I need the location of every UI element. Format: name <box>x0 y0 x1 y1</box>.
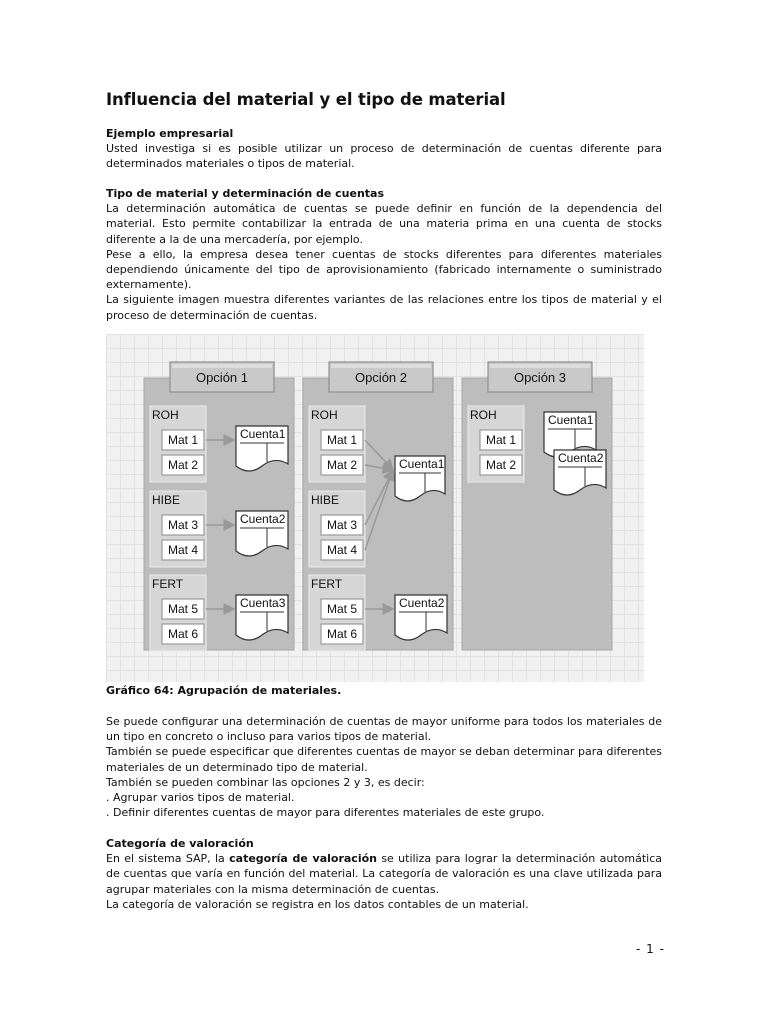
paragraph: También se puede especificar que diferentes cuentas de mayor se deban determinar para diferentes materiales de un determinado tipo de material. <box>106 745 662 774</box>
section-material-type <box>106 186 662 323</box>
material-type-label: HIBE <box>311 493 340 507</box>
account-document-label: Cuenta2 <box>558 451 604 465</box>
section-valuation-category <box>106 836 662 912</box>
account-document-label: Cuenta2 <box>240 512 286 526</box>
page-number: - 1 - <box>636 942 665 956</box>
option-3-header-label: Opción 3 <box>513 370 567 385</box>
account-document-label: Cuenta3 <box>240 596 286 610</box>
page-title: Influencia del material y el tipo de material <box>106 90 506 109</box>
paragraph: También se pueden combinar las opciones 2 y 3, es decir: <box>106 775 425 789</box>
option-3-header-shine <box>490 364 590 368</box>
section-heading: Ejemplo empresarial <box>106 127 234 140</box>
account-document-label: Cuenta2 <box>399 596 445 610</box>
material-type-label: ROH <box>470 408 497 422</box>
text-run: En el sistema SAP, la <box>106 852 230 866</box>
material-grouping-figure <box>106 334 644 682</box>
material-label: Mat 2 <box>326 458 358 472</box>
material-label: Mat 5 <box>167 602 199 616</box>
option-2-header-label: Opción 2 <box>354 370 408 385</box>
paragraph: Pese a ello, la empresa desea tener cuentas de stocks diferentes para diferentes materiales dependiendo únicamente del tipo de aprovisionamiento (fabricado internamente o suministrado externamente). <box>106 247 662 292</box>
material-label: Mat 4 <box>167 543 199 557</box>
material-type-label: HIBE <box>152 493 181 507</box>
account-document-label: Cuenta1 <box>548 413 594 427</box>
material-type-label: FERT <box>152 577 184 591</box>
option-1-header-label: Opción 1 <box>195 370 249 385</box>
section-configuration <box>106 714 662 820</box>
text-run: se utiliza para lograr la determinación automática de cuentas que varía en función del material. La categoría de valoración es una clave utilizada para agrupar materiales con la misma determinación de cuentas. <box>106 852 662 896</box>
paragraph: La siguiente imagen muestra diferentes variantes de las relaciones entre los tipos de material y el proceso de determinación de cuentas. <box>106 293 662 322</box>
emphasis-term: categoría de valoración <box>229 852 377 866</box>
list-item: . Definir diferentes cuentas de mayor para diferentes materiales de este grupo. <box>106 806 545 820</box>
material-label: Mat 3 <box>326 518 358 532</box>
paragraph: Se puede configurar una determinación de cuentas de mayor uniforme para todos los materiales de un tipo en concreto o incluso para varios tipos de material. <box>106 715 662 744</box>
figure-caption: Gráfico 64: Agrupación de materiales. <box>106 684 342 697</box>
material-type-label: FERT <box>311 577 343 591</box>
option-2-header-shine <box>331 364 431 368</box>
section-heading: Tipo de material y determinación de cuentas <box>106 187 385 200</box>
material-label: Mat 6 <box>167 627 199 641</box>
material-label: Mat 2 <box>485 458 517 472</box>
material-label: Mat 6 <box>326 627 358 641</box>
paragraph: La categoría de valoración se registra en los datos contables de un material. <box>106 897 529 911</box>
figure-diagram <box>106 334 644 682</box>
paragraph: La determinación automática de cuentas se puede definir en función de la dependencia del material. Esto permite contabilizar la entrada de una materia prima en una cuenta de stocks diferente a la de una mercadería, por ejemplo. <box>106 202 662 246</box>
list-item: . Agrupar varios tipos de material. <box>106 791 295 805</box>
account-document-label: Cuenta1 <box>399 457 445 471</box>
section-heading: Categoría de valoración <box>106 837 254 850</box>
material-label: Mat 5 <box>326 602 358 616</box>
option-1-header-shine <box>172 364 272 368</box>
material-label: Mat 4 <box>326 543 358 557</box>
account-document-label: Cuenta1 <box>240 427 286 441</box>
section-business-example <box>106 126 662 172</box>
material-label: Mat 2 <box>167 458 199 472</box>
material-type-label: ROH <box>311 408 338 422</box>
material-label: Mat 3 <box>167 518 199 532</box>
material-label: Mat 1 <box>167 433 199 447</box>
material-label: Mat 1 <box>326 433 358 447</box>
material-label: Mat 1 <box>485 433 517 447</box>
paragraph: Usted investiga si es posible utilizar un proceso de determinación de cuentas diferente para determinados materiales o tipos de material. <box>106 142 662 171</box>
material-type-label: ROH <box>152 408 179 422</box>
paragraph <box>106 851 662 897</box>
